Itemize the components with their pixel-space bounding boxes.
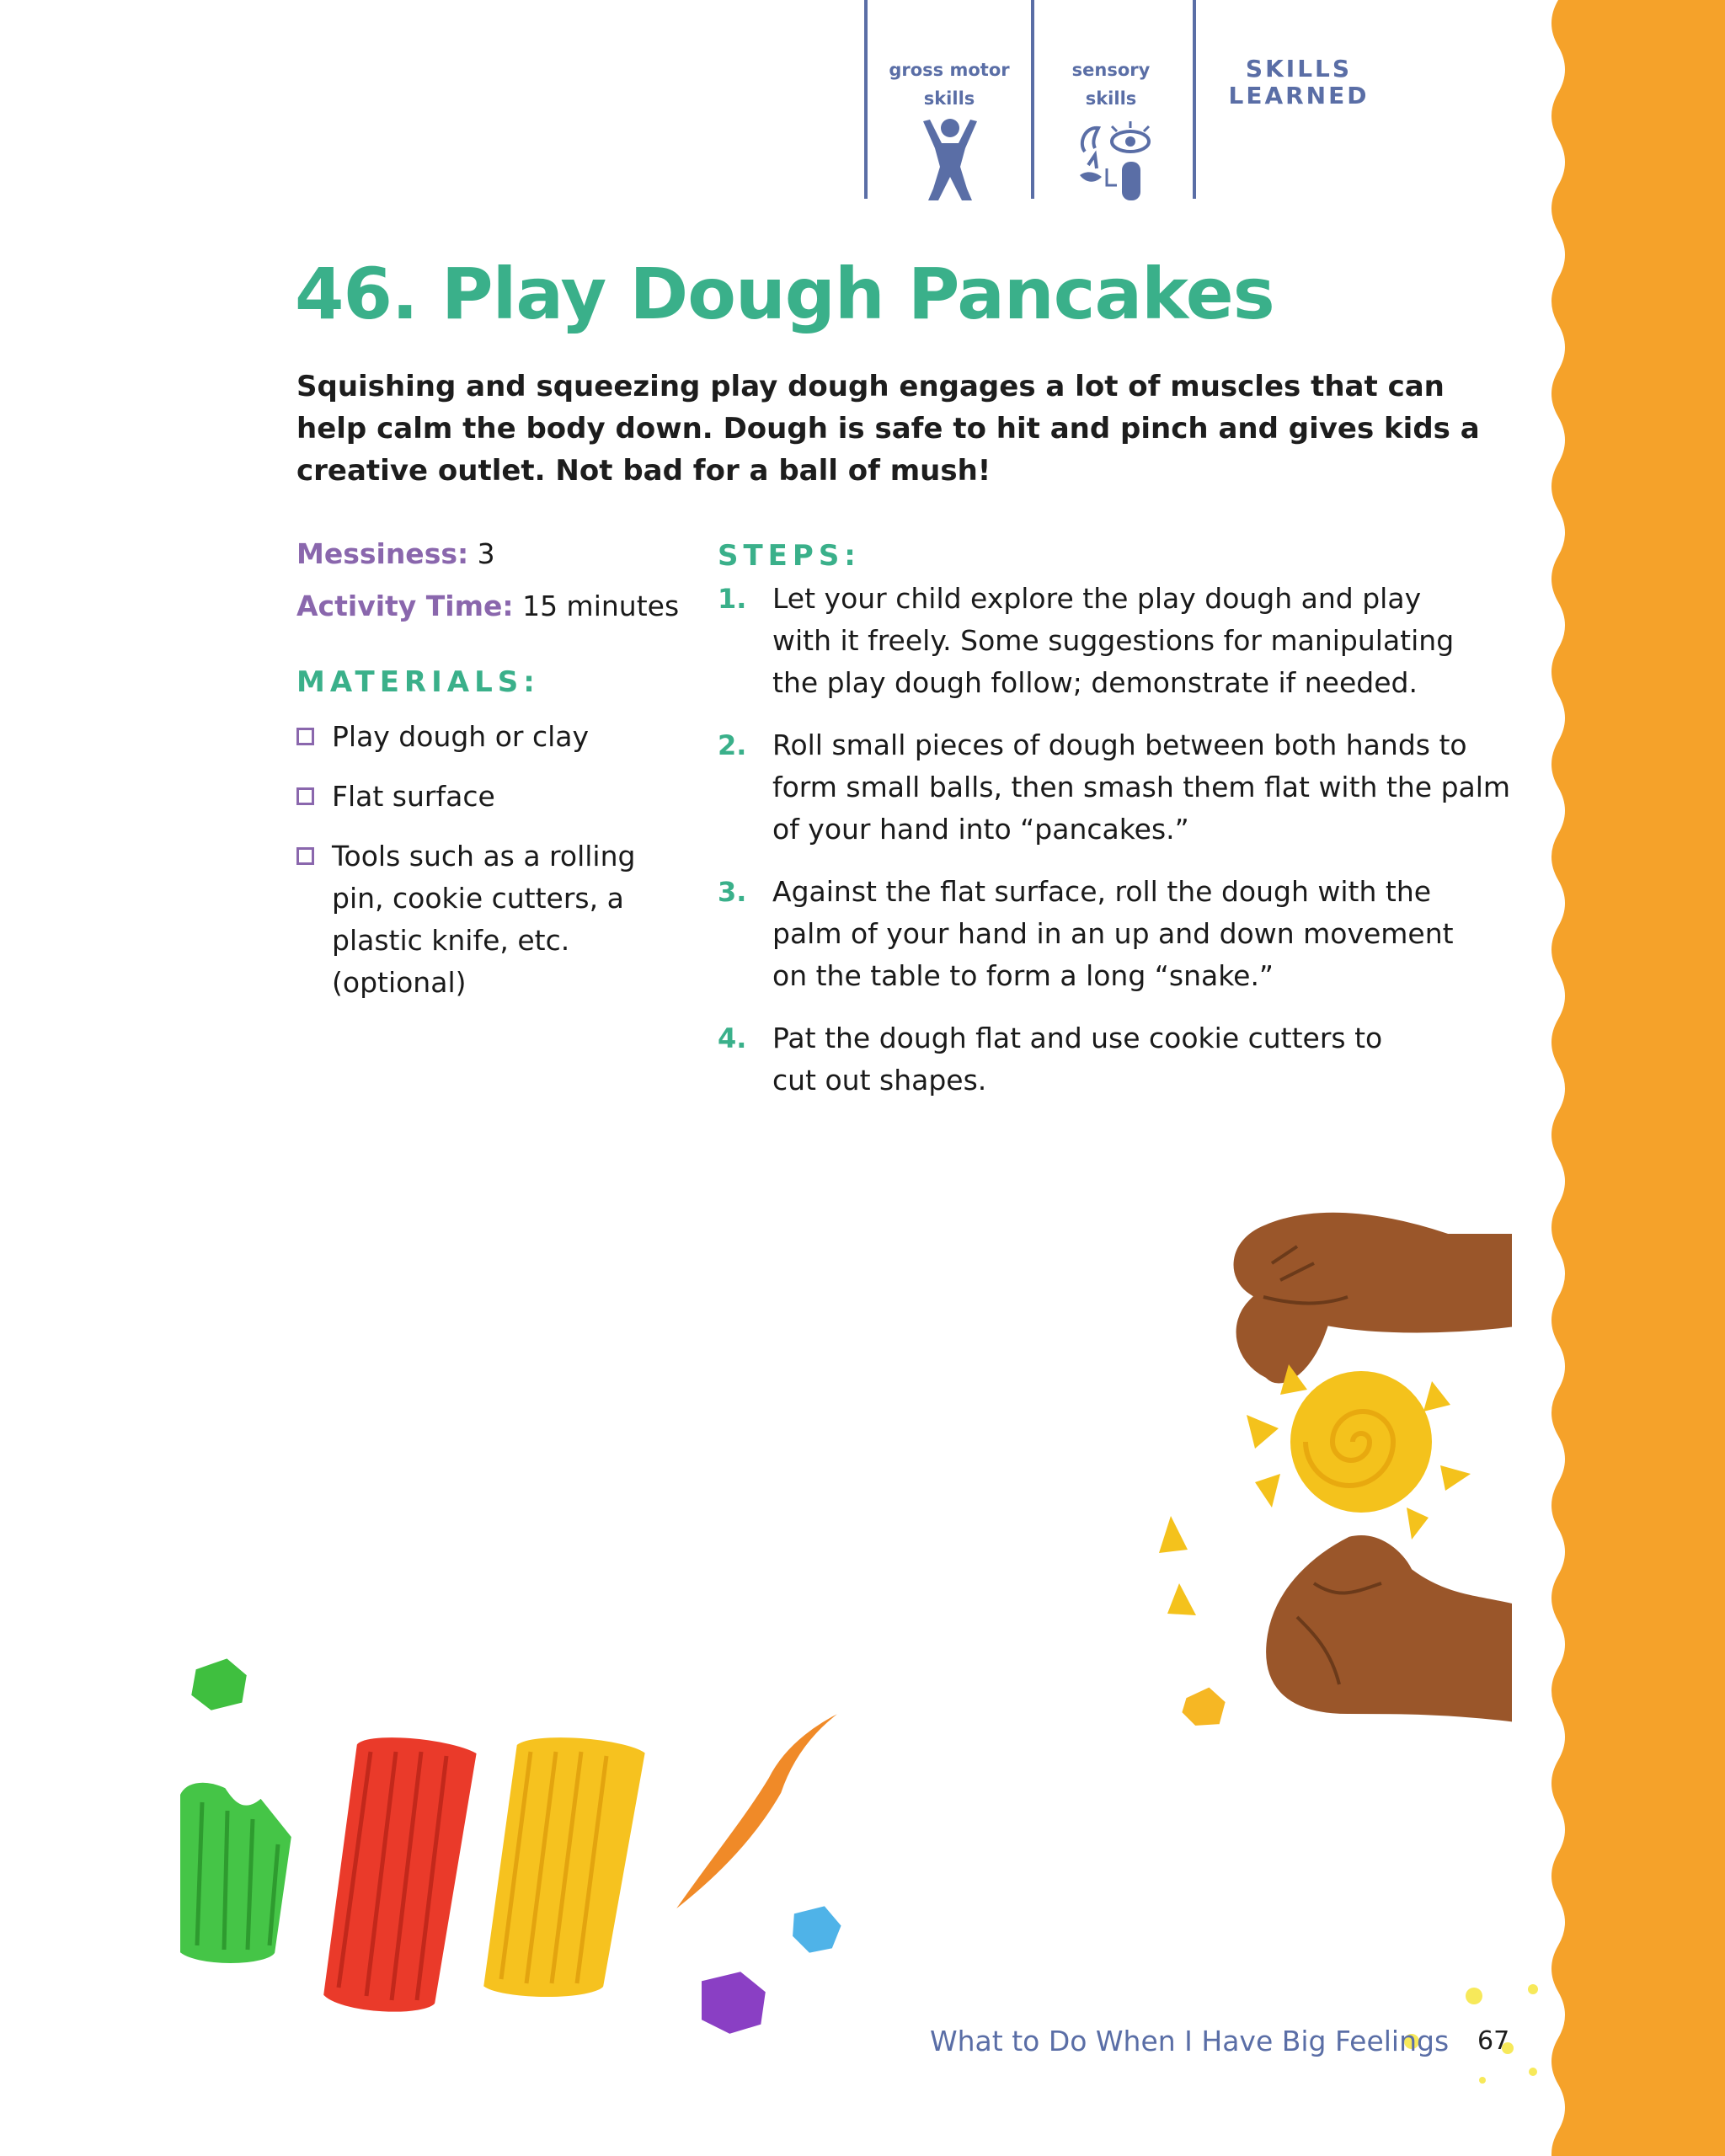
skill-gross-motor <box>864 0 1034 199</box>
page-title: 46. Play Dough Pancakes <box>295 253 1274 335</box>
activity-time-value: 15 minutes <box>522 590 680 622</box>
checkbox-icon <box>296 728 314 745</box>
material-text: Tools such as a rolling pin, cookie cutters, a plastic knife, etc. (optional) <box>332 840 636 999</box>
skills-learned-heading: SKILLS LEARNED <box>1228 55 1370 109</box>
messiness-line <box>296 537 495 571</box>
sensory-face-eye-icon <box>1070 118 1162 202</box>
step-text: Roll small pieces of dough between both hands to form small balls, then smash them flat with the palm of your hand into “pancakes.” <box>772 728 1511 846</box>
book-title-footer: What to Do When I Have Big Feelings <box>930 2025 1450 2057</box>
material-text: Flat surface <box>332 780 495 813</box>
list-item <box>296 776 667 818</box>
step-number: 4. <box>718 1022 747 1054</box>
activity-time-line <box>296 590 679 623</box>
step-item <box>718 871 1509 997</box>
skill-label-line2: skills <box>923 88 975 109</box>
step-item <box>718 578 1509 704</box>
checkbox-icon <box>296 847 314 865</box>
skill-sensory <box>1029 0 1196 199</box>
orange-wavy-border <box>1516 0 1725 2156</box>
step-text: Against the flat surface, roll the dough with the palm of your hand in an up and down movement on the table to form a long “snake.” <box>772 875 1454 992</box>
steps-heading: STEPS: <box>718 539 861 573</box>
list-item <box>296 716 667 758</box>
play-dough-sticks-illustration <box>160 1651 884 2038</box>
step-number: 3. <box>718 876 747 908</box>
messiness-value: 3 <box>477 537 495 570</box>
skill-label-line2: skills <box>1085 88 1137 109</box>
page-number: 67 <box>1477 2026 1510 2056</box>
intro-paragraph: Squishing and squeezing play dough engages a lot of muscles that can help calm the body down. Dough is safe to hit and pinch and gives kids a creative outlet. Not bad for a ball of mush! <box>296 370 1480 488</box>
skill-label-line1: gross motor <box>889 60 1010 80</box>
checkbox-icon <box>296 787 314 805</box>
gross-motor-figure-icon <box>916 116 984 204</box>
step-text: Let your child explore the play dough and play with it freely. Some suggestions for manipulating the play dough follow; demonstrate if needed. <box>772 582 1455 699</box>
skill-label-line1: sensory <box>1071 60 1151 80</box>
step-number: 1. <box>718 583 747 615</box>
list-item <box>296 835 667 1004</box>
material-text: Play dough or clay <box>332 720 590 753</box>
step-item <box>718 724 1509 851</box>
step-item <box>718 1017 1509 1102</box>
step-text: Pat the dough flat and use cookie cutters to cut out shapes. <box>772 1022 1383 1097</box>
step-number: 2. <box>718 729 747 761</box>
materials-heading: MATERIALS: <box>296 665 540 699</box>
activity-time-label: Activity Time: <box>296 590 514 622</box>
messiness-label: Messiness: <box>296 537 469 570</box>
hands-with-dough-illustration <box>1129 1196 1516 1735</box>
